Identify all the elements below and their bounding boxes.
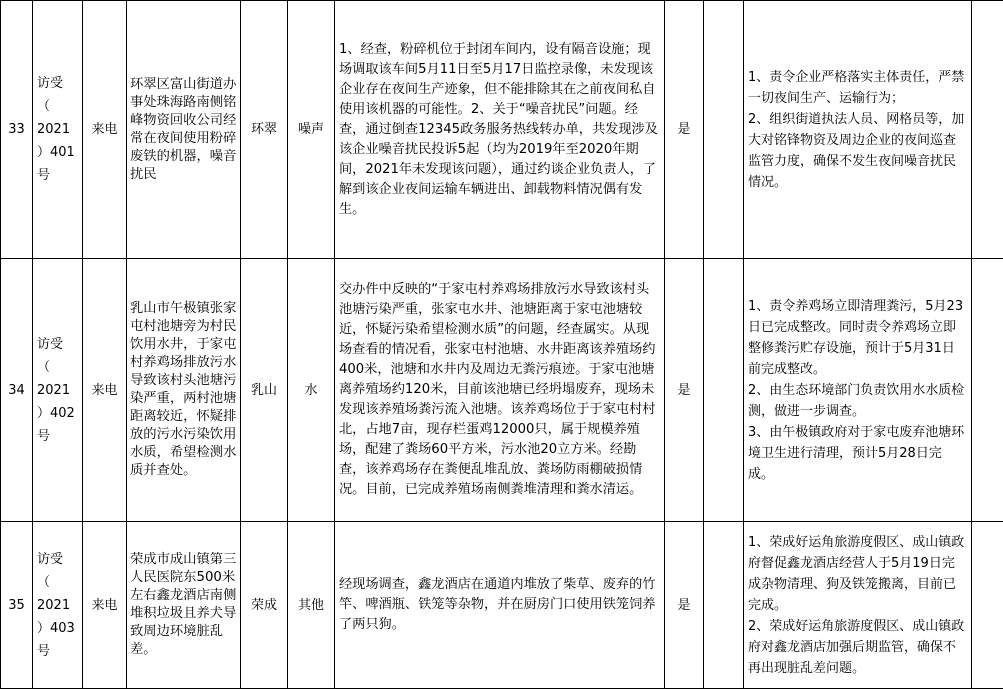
empty-cell: [704, 1, 744, 259]
investigation-result: 1、经查，粉碎机位于封闭车间内，设有隔音设施；现场调取该车间5月11日至5月17日监控录像，未发现该企业存在夜间生产迹象，但不能排除其在之前夜间私自使用该机器的可能性。2、关于“噪音扰民”问题。经查，通过倒查12345政务服务热线转办单，共发现涉及该企业噪音扰民投诉5起（均为2019年至2020年期间，2021年未发现该问题），通过约谈企业负责人，了解到该企业夜间运输车辆进出、卸载物料情况偶有发生。: [335, 1, 665, 259]
administrative-area: 荣成: [241, 522, 288, 689]
edge-cell: [972, 522, 1003, 689]
investigation-result: 经现场调查，鑫龙酒店在通道内堆放了柴草、废弃的竹竿、啤酒瓶、铁笼等杂物，并在厨房门口使用铁笼饲养了两只狗。: [335, 522, 665, 689]
rectification-measures: 1、荣成好运角旅游度假区、成山镇政府督促鑫龙酒店经营人于5月19日完成杂物清理、狗及铁笼搬离，目前已完成。 2、荣成好运角旅游度假区、成山镇政府对鑫龙酒店加强后期监管，确保不再出现脏乱差问题。: [744, 522, 972, 689]
empty-cell: [704, 522, 744, 689]
complaint-content: 环翠区富山街道办事处珠海路南侧铭峰物资回收公司经常在夜间使用粉碎废铁的机器，噪音扰民: [127, 1, 241, 259]
administrative-area: 环翠: [241, 1, 288, 259]
administrative-area: 乳山: [241, 259, 288, 522]
verified-flag: 是: [665, 1, 704, 259]
case-number: 访受 （ 2021 ）403 号: [33, 522, 83, 689]
empty-cell: [704, 259, 744, 522]
report-method: 来电: [83, 522, 127, 689]
table-row: [1, 1, 1003, 259]
row-number: 34: [1, 259, 33, 522]
report-method: 来电: [83, 259, 127, 522]
verified-flag: 是: [665, 259, 704, 522]
row-number: 35: [1, 522, 33, 689]
table-row: [1, 522, 1003, 689]
edge-cell: [972, 259, 1003, 522]
rectification-measures: 1、责令企业严格落实主体责任，严禁一切夜间生产、运输行为； 2、组织街道执法人员、网格员等，加大对铭锋物资及周边企业的夜间巡查监管力度，确保不发生夜间噪音扰民情况。: [744, 1, 972, 259]
complaint-content: 乳山市午极镇张家屯村池塘旁为村民饮用水井，于家屯村养鸡场排放污水导致该村头池塘污染严重，两村池塘距离较近，怀疑排放的污水污染饮用水质，希望检测水质并查处。: [127, 259, 241, 522]
investigation-result: 交办件中反映的“于家屯村养鸡场排放污水导致该村头池塘污染严重，张家屯水井、池塘距离于家屯池塘较近，怀疑污染希望检测水质”的问题，经查属实。从现场查看的情况看，张家屯村池塘、水井距离该养殖场约400米，池塘和水井内及周边无粪污痕迹。于家屯池塘离养殖场约120米，目前该池塘已经坍塌废弃，现场未发现该养殖场粪污流入池塘。该养鸡场位于于家屯村村北，占地7亩，现存栏蛋鸡12000只，属于规模养殖场，配建了粪场60平方米，污水池20立方米。经勘查，该养鸡场存在粪便乱堆乱放、粪场防雨棚破损情况。目前，已完成养殖场南侧粪堆清理和粪水清运。: [335, 259, 665, 522]
pollution-type: 其他: [288, 522, 335, 689]
edge-cell: [972, 1, 1003, 259]
verified-flag: 是: [665, 522, 704, 689]
table-row: [1, 259, 1003, 522]
pollution-type: 噪声: [288, 1, 335, 259]
case-number: 访受 （ 2021 ）401 号: [33, 1, 83, 259]
rectification-measures: 1、责令养鸡场立即清理粪污，5月23日已完成整改。同时责令养鸡场立即整修粪污贮存设施，预计于5月31日前完成整改。 2、由生态环境部门负责饮用水水质检测，做进一步调查。 3、由午极镇政府对于家屯废弃池塘环境卫生进行清理，预计5月28日完成。: [744, 259, 972, 522]
pollution-type: 水: [288, 259, 335, 522]
complaint-content: 荣成市成山镇第三人民医院东500米左右鑫龙酒店南侧堆积垃圾且养犬导致周边环境脏乱差。: [127, 522, 241, 689]
row-number: 33: [1, 1, 33, 259]
report-method: 来电: [83, 1, 127, 259]
case-number: 访受 （ 2021 ）402 号: [33, 259, 83, 522]
